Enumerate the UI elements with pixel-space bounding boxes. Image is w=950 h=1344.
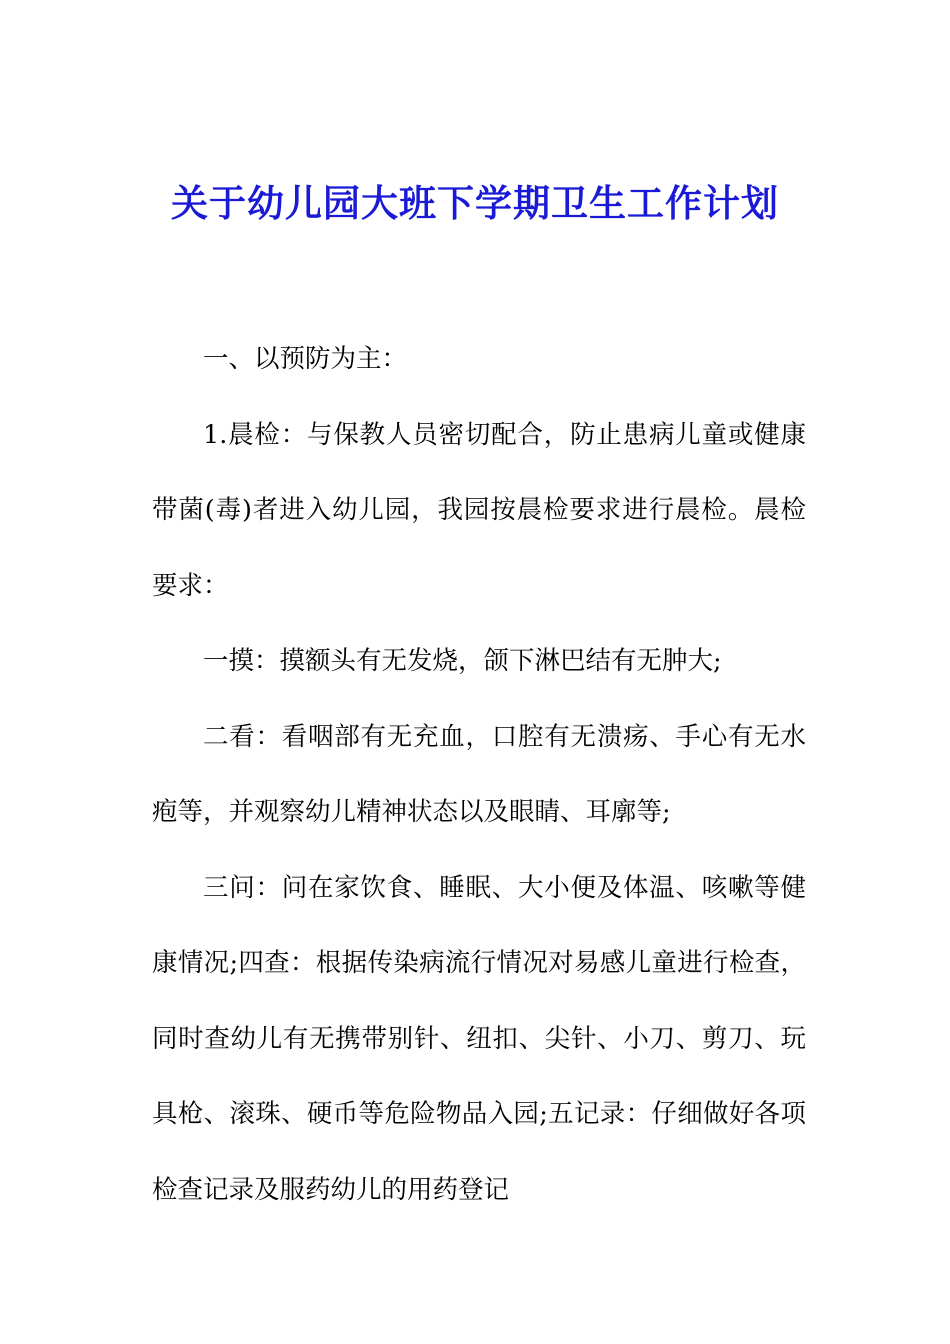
document-body [152, 322, 806, 1228]
paragraph-look: 二看：看咽部有无充血，口腔有无溃疡、手心有无水疱等，并观察幼儿精神状态以及眼睛、耳廓等; [152, 721, 806, 827]
document-title: 关于幼儿园大班下学期卫生工作计划 [171, 182, 779, 225]
section-heading-prevention: 一、以预防为主： [203, 344, 408, 374]
paragraph-touch: 一摸：摸额头有无发烧，颌下淋巴结有无肿大; [203, 646, 722, 676]
paragraph-ask-check-record: 三问：问在家饮食、睡眠、大小便及体温、咳嗽等健康情况;四查：根据传染病流行情况对易感儿童进行检查，同时查幼儿有无携带别针、纽扣、尖针、小刀、剪刀、玩具枪、滚珠、硬币等危险物品入园;五记录：仔细做好各项检查记录及服药幼儿的用药登记 [152, 872, 806, 1205]
paragraph-morning-check: 1.晨检：与保教人员密切配合，防止患病儿童或健康带菌(毒)者进入幼儿园，我园按晨检要求进行晨检。晨检要求： [152, 419, 806, 601]
